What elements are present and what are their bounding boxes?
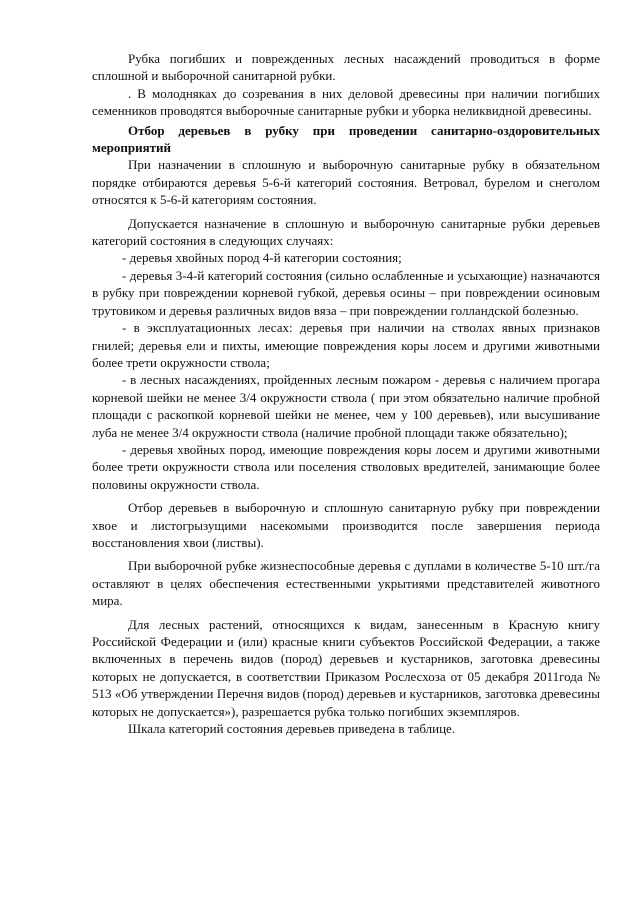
section-heading: Отбор деревьев в рубку при проведении санитарно-оздоровительных мероприятий (92, 122, 600, 156)
paragraph-category-scale: Шкала категорий состояния деревьев приведена в таблице. (128, 721, 456, 737)
list-item-category-3-4: - деревья 3-4-й категорий состояния (сильно ослабленные и усыхающие) назначаются в рубку при повреждении корневой губкой, деревья осины – при повреждении осиновым трутовиком и деревья различных видов вяза – при повреждении голландской болезнью. (92, 267, 600, 318)
paragraph-red-book: Для лесных растений, относящихся к видам, занесенным в Красную книгу Российской Федерации и (или) красные книги субъектов Российской Федерации, а также включенных в перечень видов (пород) деревьев и кустарников, заготовка древесины которых не допускается, в соответствии Приказом Рослесхоза от 05 декабря 2011года № 513 «Об утверждении Перечня видов (пород) деревьев и кустарников, заготовка древесины которых не допускается»), разрешается рубка только погибших экземпляров. (92, 616, 600, 719)
list-item-conifer-4th: - деревья хвойных пород 4-й категории состояния; (122, 250, 402, 266)
paragraph-young-stands: . В молодняках до созревания в них деловой древесины при наличии погибших семенников проводятся выборочные санитарные рубки и уборка неликвидной древесины. (92, 85, 600, 119)
paragraph-hollow-trees: При выборочной рубке жизнеспособные деревья с дуплами в количестве 5-10 шт./га оставляют в целях обеспечения естественными укрытиями представителей животного мира. (92, 558, 600, 609)
paragraph-felling-forms: Рубка погибших и поврежденных лесных насаждений проводиться в форме сплошной и выборочной санитарной рубки. (92, 51, 600, 84)
paragraph-allowed-cases: Допускается назначение в сплошную и выборочную санитарные рубки деревьев категорий состояния в следующих случаях: (92, 215, 600, 249)
list-item-exploitation-forests: - в эксплуатационных лесах: деревья при наличии на стволах явных признаков гнилей; деревья ели и пихты, имеющие повреждения коры лосем и другими животными более трети окружности ствола; (92, 320, 600, 370)
document-body (92, 50, 600, 737)
list-item-fire-damaged: - в лесных насаждениях, пройденных лесным пожаром - деревья с наличием прогара корневой шейки не менее 3/4 окружности ствола ( при этом обязательно наличие пробной площади с раскопкой корневой шейки не менее, чем у 100 деревьев), или высушивание луба не менее 3/4 окружности ствола (наличие пробной площади также обязательно); (92, 372, 600, 440)
paragraph-insect-damage: Отбор деревьев в выборочную и сплошную санитарную рубку при повреждении хвое и листогрызущими насекомыми производится после завершения периода восстановления хвои (листвы). (92, 500, 600, 550)
paragraph-mandatory-selection: При назначении в сплошную и выборочную санитарные рубку в обязательном порядке отбираются деревья 5-6-й категорий состояния. Ветровал, бурелом и снеголом относятся к 5-6-й категориям состояния. (92, 157, 600, 208)
list-item-conifer-damaged: - деревья хвойных пород, имеющие повреждения коры лосем и другими животными более трети окружности ствола или поселения стволовых вредителей, занимающие более половины окружности ствола. (92, 441, 600, 492)
